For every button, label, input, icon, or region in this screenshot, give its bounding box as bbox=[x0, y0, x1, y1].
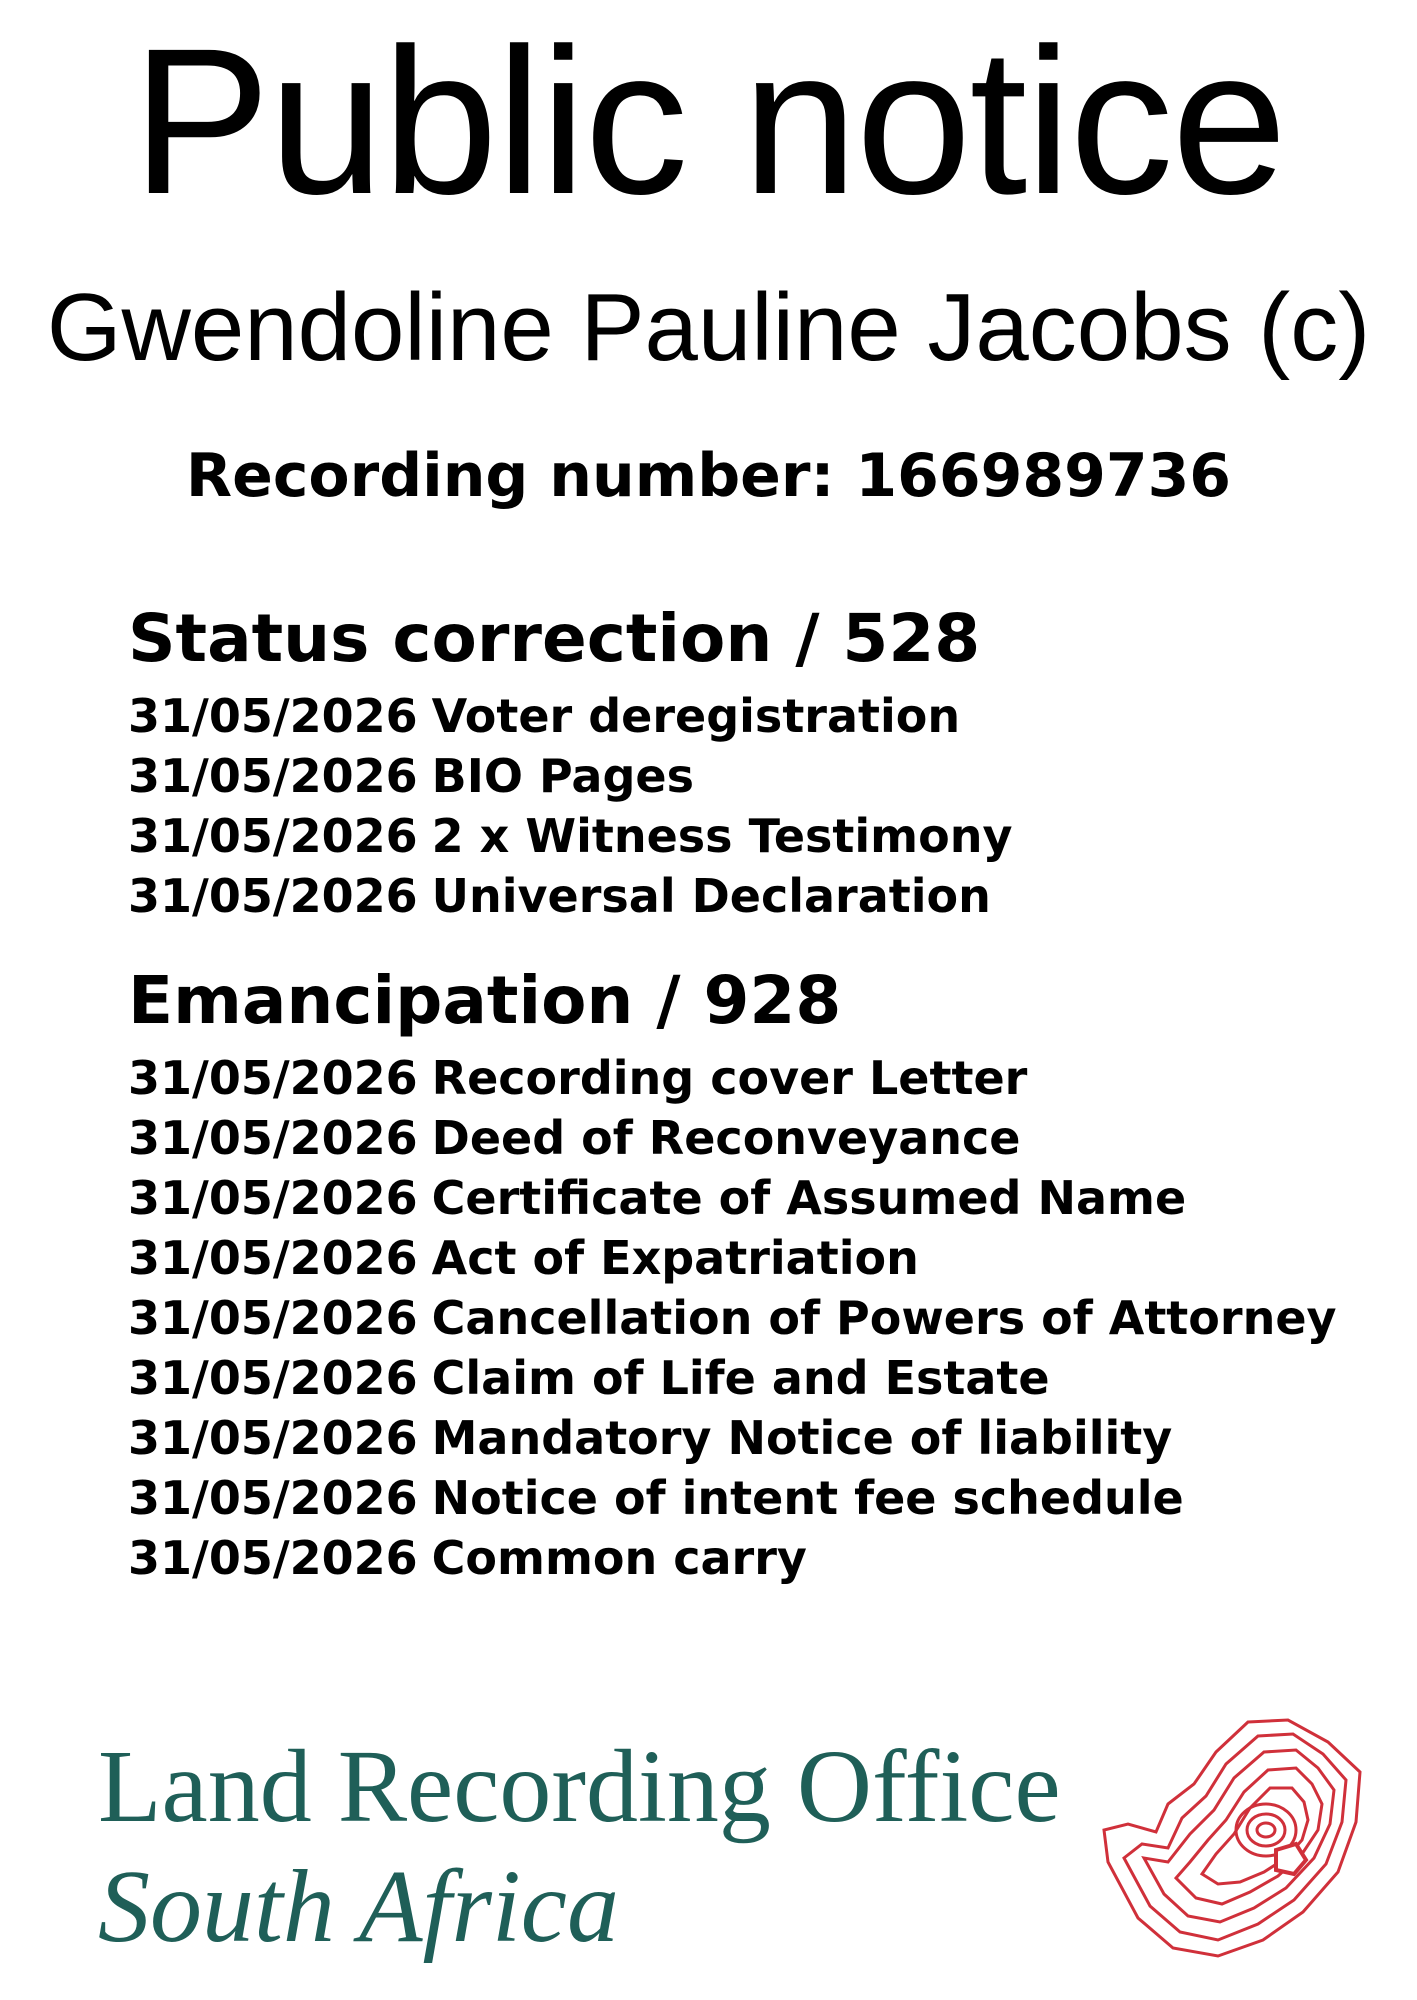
list-item: 31/05/2026 Universal Declaration bbox=[128, 869, 991, 923]
section-heading: Status correction / 528 bbox=[128, 600, 981, 677]
list-item: 31/05/2026 BIO Pages bbox=[128, 749, 694, 803]
section-heading: Emancipation / 928 bbox=[128, 962, 842, 1039]
list-item: 31/05/2026 Mandatory Notice of liability bbox=[128, 1411, 1173, 1465]
office-country: South Africa bbox=[98, 1849, 619, 1964]
list-item: 31/05/2026 Notice of intent fee schedule bbox=[128, 1471, 1184, 1525]
list-item: 31/05/2026 Claim of Life and Estate bbox=[128, 1351, 1050, 1405]
south-africa-fingerprint-map-icon bbox=[1098, 1712, 1368, 1962]
list-item: 31/05/2026 Recording cover Letter bbox=[128, 1051, 1028, 1105]
list-item: 31/05/2026 2 x Witness Testimony bbox=[128, 809, 1013, 863]
list-item: 31/05/2026 Deed of Reconveyance bbox=[128, 1111, 1021, 1165]
list-item: 31/05/2026 Act of Expatriation bbox=[128, 1231, 919, 1285]
notice-title: Public notice bbox=[131, 6, 1286, 238]
section-emancipation bbox=[128, 962, 1388, 1588]
recording-number: Recording number: 166989736 bbox=[185, 441, 1232, 511]
office-logo-text bbox=[98, 1729, 1098, 1964]
list-item: 31/05/2026 Cancellation of Powers of Attorney bbox=[128, 1291, 1337, 1345]
list-item: 31/05/2026 Voter deregistration bbox=[128, 689, 961, 743]
notice-name: Gwendoline Pauline Jacobs (c) bbox=[46, 274, 1371, 381]
office-name: Land Recording Office bbox=[98, 1729, 1061, 1844]
list-item: 31/05/2026 Certificate of Assumed Name bbox=[128, 1171, 1187, 1225]
section-status-correction bbox=[128, 600, 1388, 926]
list-item: 31/05/2026 Common carry bbox=[128, 1531, 807, 1585]
